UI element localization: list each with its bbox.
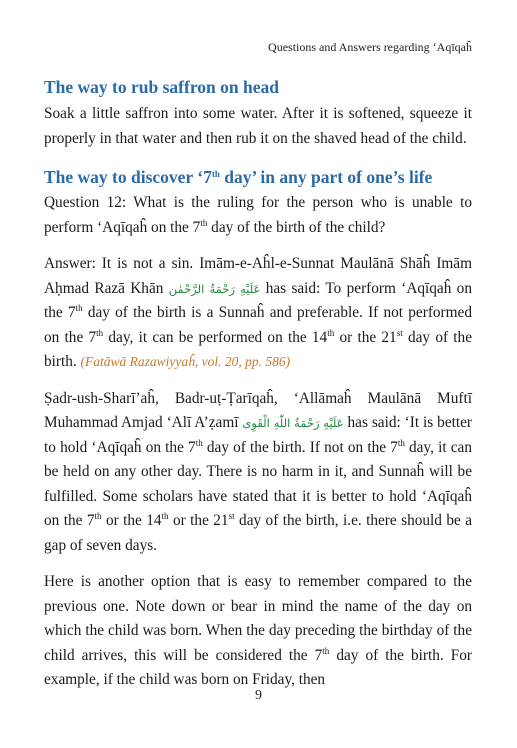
sadr-sup-1: th [195,437,203,448]
page-number: 9 [255,688,262,703]
sadr-text-g: day of the birth, i.e. there should be a gap of seven days. [44,512,473,554]
sadr-text-f: or the 21 [168,512,229,529]
answer-sup-3: th [327,327,335,338]
answer-paragraph [44,252,472,375]
arabic-honorific-2: عَلَيْهِ رَحْمَةُ اللّٰهِ الْقَوِى [242,416,344,430]
page-content [44,75,472,693]
heading-text-b: day’ in any part of one’s life [219,167,433,187]
option-text-a: Here is another option that is easy to remember compared to the previous one. Note down or bear in mind the name of the day on which the child was born. When the day preceding the birthday of the child arrives, this will be considered the 7 [44,573,472,664]
option-paragraph [44,570,472,693]
sadr-text-a: Ṣadr-ush-Sharī’aĥ, Badr-uṭ-Ṭarīqaĥ, ‘Allāmaĥ Maulānā Muftī Muhammad Amjad ‘Alī A’ẓamī [44,389,472,431]
answer-text-d: day, it can be performed on the 14 [103,328,328,346]
sadr-text-d: day, it can be held on any other day. There is no harm in it, and Sunnaĥ will be fulfilled. Some scholars have stated that it is better to hold ‘Aqīqaĥ on the 7 [44,438,472,529]
sadr-sup-3: th [94,511,102,521]
reference-citation: (Fatāwā Razawiyyaĥ, vol. 20, pp. 586) [80,354,291,369]
sadr-paragraph [44,387,472,559]
running-head: Questions and Answers regarding ‘Aqīqaĥ [268,40,472,54]
question-text-b: day of the birth of the child? [207,218,386,236]
sadr-text-c: day of the birth. If not on the 7 [202,438,398,456]
question-text-a: Question 12: What is the ruling for the person who is unable to perform ‘Aqīqaĥ on the 7 [44,194,472,236]
sadr-text-b: has said: ‘It is better to hold ‘Aqīqaĥ on the 7 [44,414,472,456]
heading-text-a: The way to discover ‘7 [44,167,212,187]
section-heading-7th-day [44,165,472,189]
answer-sup-4: st [396,327,403,338]
sadr-text-e: or the 14 [101,512,162,529]
section-heading-saffron: The way to rub saffron on head [44,77,279,97]
answer-text-b: has said: To perform ‘Aqīqaĥ on the 7 [44,279,472,321]
answer-text-a: Answer: It is not a sin. Imām-e-Aĥl-e-Sunnat Maulānā Shāĥ Imām Aḥmad Razā Khān [44,255,472,297]
answer-text-f: day of the birth. [44,328,472,370]
answer-sup-2: th [96,327,104,338]
option-text-b: day of the birth. For example, if the child was born on Friday, then [44,646,472,688]
answer-text-c: day of the birth is a Sunnaĥ and preferable. If not performed on the 7 [44,304,472,346]
sadr-sup-2: th [397,437,405,448]
question-12-paragraph [44,191,472,240]
answer-text-e: or the 21 [334,328,397,346]
option-sup: th [322,645,330,656]
heading-sup: th [211,169,220,179]
question-sup: th [200,217,208,228]
answer-sup-1: th [75,303,83,313]
sadr-sup-5: st [228,511,235,521]
arabic-honorific-1: عَلَيْهِ رَحْمَةُ الرَّحْمٰن [168,281,261,296]
saffron-paragraph: Soak a little saffron into some water. After it is softened, squeeze it properly in that water and then rub it on the shaved head of the child. [44,105,472,147]
sadr-sup-4: th [161,511,169,521]
